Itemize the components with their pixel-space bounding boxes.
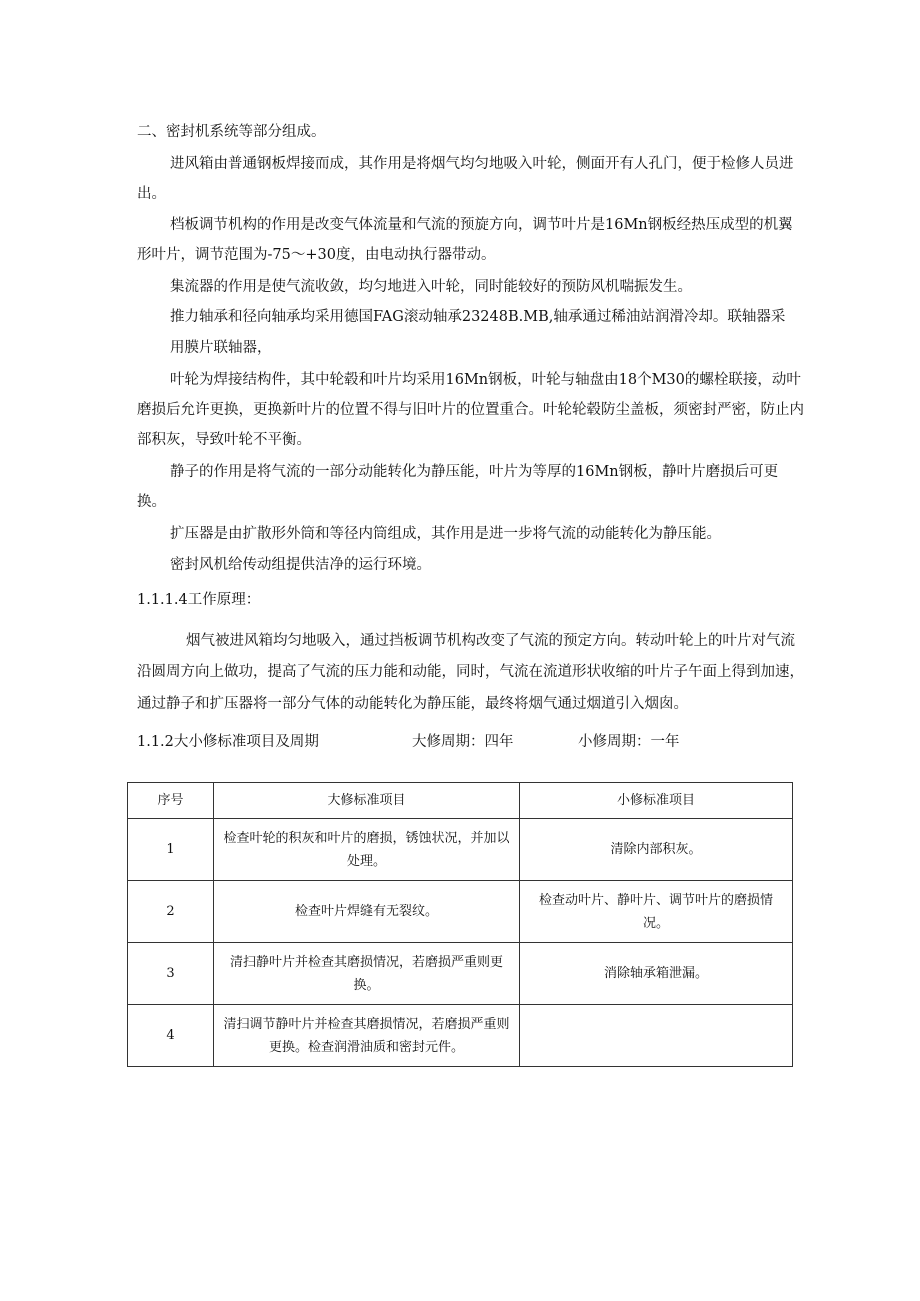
paragraph-impeller-cont-1: 磨损后允许更换，更换新叶片的位置不得与旧叶片的位置重合。叶轮轮毂防尘盖板，须密封严密，防止内 — [137, 402, 804, 418]
table-header-row — [128, 783, 793, 819]
paragraph-seal-fan: 密封风机给传动组提供洁净的运行环境。 — [170, 557, 431, 573]
heading-maintenance-title: 1.1.2大小修标准项目及周期 — [137, 734, 319, 750]
cell-major-item: 清扫静叶片并检查其磨损情况，若磨损严重则更换。 — [214, 943, 520, 1005]
paragraph-stator-cont: 换。 — [137, 494, 166, 510]
cell-major-item: 检查叶轮的积灰和叶片的磨损，锈蚀状况，并加以处理。 — [214, 819, 520, 881]
table-row — [128, 1005, 793, 1067]
paragraph-impeller: 叶轮为焊接结构件，其中轮毂和叶片均采用16Mn钢板，叶轮与轴盘由18个M30的螺栓联接，动叶 — [170, 372, 801, 388]
paragraph-bearing-cont: 用膜片联轴器， — [170, 340, 272, 356]
paragraph-diffuser: 扩压器是由扩散形外筒和等径内筒组成，其作用是进一步将气流的动能转化为静压能。 — [170, 526, 721, 542]
cell-minor-item — [520, 1005, 793, 1067]
minor-repair-cycle: 小修周期：一年 — [578, 734, 680, 750]
cell-minor-item: 清除内部积灰。 — [520, 819, 793, 881]
paragraph-bearing: 推力轴承和径向轴承均采用德国FAG滚动轴承23248B.MB,轴承通过稀油站润滑冷却。联轴器采 — [170, 309, 786, 325]
cell-minor-item: 检查动叶片、静叶片、调节叶片的磨损情况。 — [520, 881, 793, 943]
cell-serial-no: 2 — [128, 881, 214, 943]
paragraph-principle-2: 沿圆周方向上做功，提高了气流的压力能和动能，同时，气流在流道形状收缩的叶片子午面上得到加速， — [137, 664, 804, 680]
table-row — [128, 881, 793, 943]
paragraph-inlet-box: 进风箱由普通钢板焊接而成，其作用是将烟气均匀地吸入叶轮，侧面开有人孔门，便于检修人员进 — [170, 156, 794, 172]
cell-major-item: 检查叶片焊缝有无裂纹。 — [214, 881, 520, 943]
table-row — [128, 943, 793, 1005]
major-repair-cycle: 大修周期：四年 — [412, 734, 514, 750]
paragraph-principle-1: 烟气被进风箱均匀地吸入，通过挡板调节机构改变了气流的预定方向。转动叶轮上的叶片对气流 — [186, 633, 795, 649]
cell-major-item: 清扫调节静叶片并检查其磨损情况，若磨损严重则更换。检查润滑油质和密封元件。 — [214, 1005, 520, 1067]
paragraph-impeller-cont-2: 部积灰，导致叶轮不平衡。 — [137, 432, 311, 448]
paragraph-inlet-box-cont: 出。 — [137, 186, 166, 202]
paragraph-principle-3: 通过静子和扩压器将一部分气体的动能转化为静压能，最终将烟气通过烟道引入烟囱。 — [137, 696, 688, 712]
paragraph-damper-cont: 形叶片，调节范围为-75～+30度，由电动执行器带动。 — [137, 247, 496, 263]
section-heading: 二、密封机系统等部分组成。 — [137, 124, 326, 140]
heading-working-principle: 1.1.1.4工作原理： — [137, 592, 261, 608]
cell-serial-no: 1 — [128, 819, 214, 881]
paragraph-collector: 集流器的作用是使气流收敛，均匀地进入叶轮，同时能较好的预防风机喘振发生。 — [170, 279, 692, 295]
cell-serial-no: 3 — [128, 943, 214, 1005]
table-row — [128, 819, 793, 881]
maintenance-standard-table — [127, 782, 793, 1067]
header-serial-no: 序号 — [128, 783, 214, 819]
paragraph-damper: 档板调节机构的作用是改变气体流量和气流的预旋方向，调节叶片是16Mn钢板经热压成型的机翼 — [170, 217, 793, 233]
header-major-items: 大修标准项目 — [214, 783, 520, 819]
cell-serial-no: 4 — [128, 1005, 214, 1067]
heading-maintenance-cycle — [137, 732, 680, 752]
paragraph-stator: 静子的作用是将气流的一部分动能转化为静压能，叶片为等厚的16Mn钢板，静叶片磨损后可更 — [170, 464, 779, 480]
cell-minor-item: 消除轴承箱泄漏。 — [520, 943, 793, 1005]
header-minor-items: 小修标准项目 — [520, 783, 793, 819]
